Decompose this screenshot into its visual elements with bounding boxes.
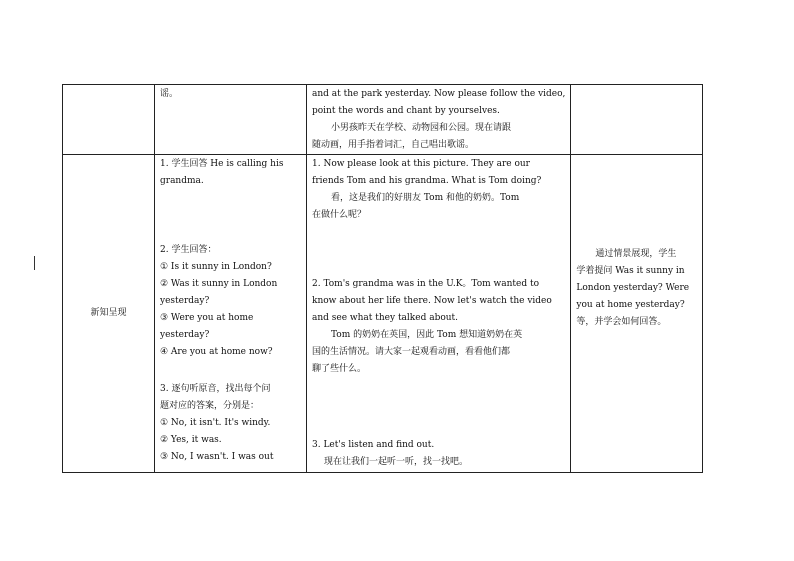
- purpose-line: you at home yesterday?: [576, 300, 685, 310]
- teacher-item-2-cn: Tom 的奶奶在英国，因此 Tom 想知道奶奶在英: [331, 330, 523, 340]
- student-answer-line: ③ Were you at home: [160, 313, 254, 323]
- teacher-text-line: point the words and chant by yourselves.: [312, 106, 500, 116]
- teacher-item-1-cn: 看，这是我们的好朋友 Tom 和他的奶奶。Tom: [331, 193, 520, 203]
- student-item-3-line: ③ No, I wasn't. I was out: [160, 452, 274, 462]
- teacher-item-2-line: know about her life there. Now let's watch the video: [312, 296, 552, 306]
- student-activity-cell: [155, 155, 307, 473]
- teacher-text-line: and at the park yesterday. Now please follow the video,: [312, 89, 566, 99]
- table-row-continued: [63, 85, 703, 155]
- purpose-line: 学着提问 Was it sunny in: [576, 266, 685, 276]
- teacher-text-line: 小男孩昨天在学校、动物园和公园。现在请跟: [331, 123, 512, 133]
- student-item-3-line: ① No, it isn't. It's windy.: [160, 418, 271, 428]
- teacher-item-3-cn: 现在让我们一起听一听，找一找吧。: [324, 457, 469, 467]
- teacher-activity-cell: [307, 85, 571, 155]
- student-item-3-line: ② Yes, it was.: [160, 435, 222, 445]
- stage-cell: [63, 155, 155, 473]
- teacher-item-2-line: and see what they talked about.: [312, 313, 459, 323]
- purpose-cell-empty: [571, 85, 703, 155]
- teacher-item-2-cn: 聊了些什么。: [312, 364, 367, 374]
- teacher-activity-cell: [307, 155, 571, 473]
- student-text: 谣。: [160, 89, 179, 99]
- teacher-item-1-line: 1. Now please look at this picture. They are our: [312, 159, 530, 169]
- purpose-line: 通过情景展现，学生: [595, 249, 677, 259]
- table-row-new-knowledge: [63, 155, 703, 473]
- lesson-plan-table: [62, 84, 703, 473]
- teacher-item-3-line: 3. Let's listen and find out.: [312, 440, 435, 450]
- student-answer-line: yesterday?: [160, 330, 210, 340]
- student-answer-line: yesterday?: [160, 296, 210, 306]
- stage-label: 新知呈现: [90, 308, 127, 318]
- stage-cell-empty: [63, 85, 155, 155]
- teacher-item-1-cn: 在做什么呢？: [312, 210, 367, 220]
- purpose-line: London yesterday? Were: [576, 283, 690, 293]
- student-answer-line: ② Was it sunny in London: [160, 279, 278, 289]
- student-activity-cell: [155, 85, 307, 155]
- student-item-2-head: 2. 学生回答：: [160, 245, 217, 255]
- student-item-1-cont: grandma.: [160, 176, 204, 186]
- purpose-cell: [571, 155, 703, 473]
- student-item-1: 1. 学生回答 He is calling his: [160, 159, 284, 169]
- teacher-text-line: 随动画，用手指着词汇，自己唱出歌谣。: [312, 140, 475, 150]
- teacher-item-2-line: 2. Tom's grandma was in the U.K。Tom wanted to: [312, 279, 540, 289]
- purpose-line: 等，并学会如何回答。: [576, 317, 667, 327]
- student-item-3-line: 题对应的答案，分别是：: [160, 401, 260, 411]
- teacher-item-1-line: friends Tom and his grandma. What is Tom doing?: [312, 176, 542, 186]
- student-item-3-line: 3. 逐句听原音，找出每个问: [160, 384, 271, 394]
- student-answer-line: ④ Are you at home now?: [160, 347, 273, 357]
- margin-mark: [34, 256, 35, 270]
- student-answer-line: ① Is it sunny in London?: [160, 262, 272, 272]
- teacher-item-2-cn: 国的生活情况。请大家一起观看动画，看看他们都: [312, 347, 511, 357]
